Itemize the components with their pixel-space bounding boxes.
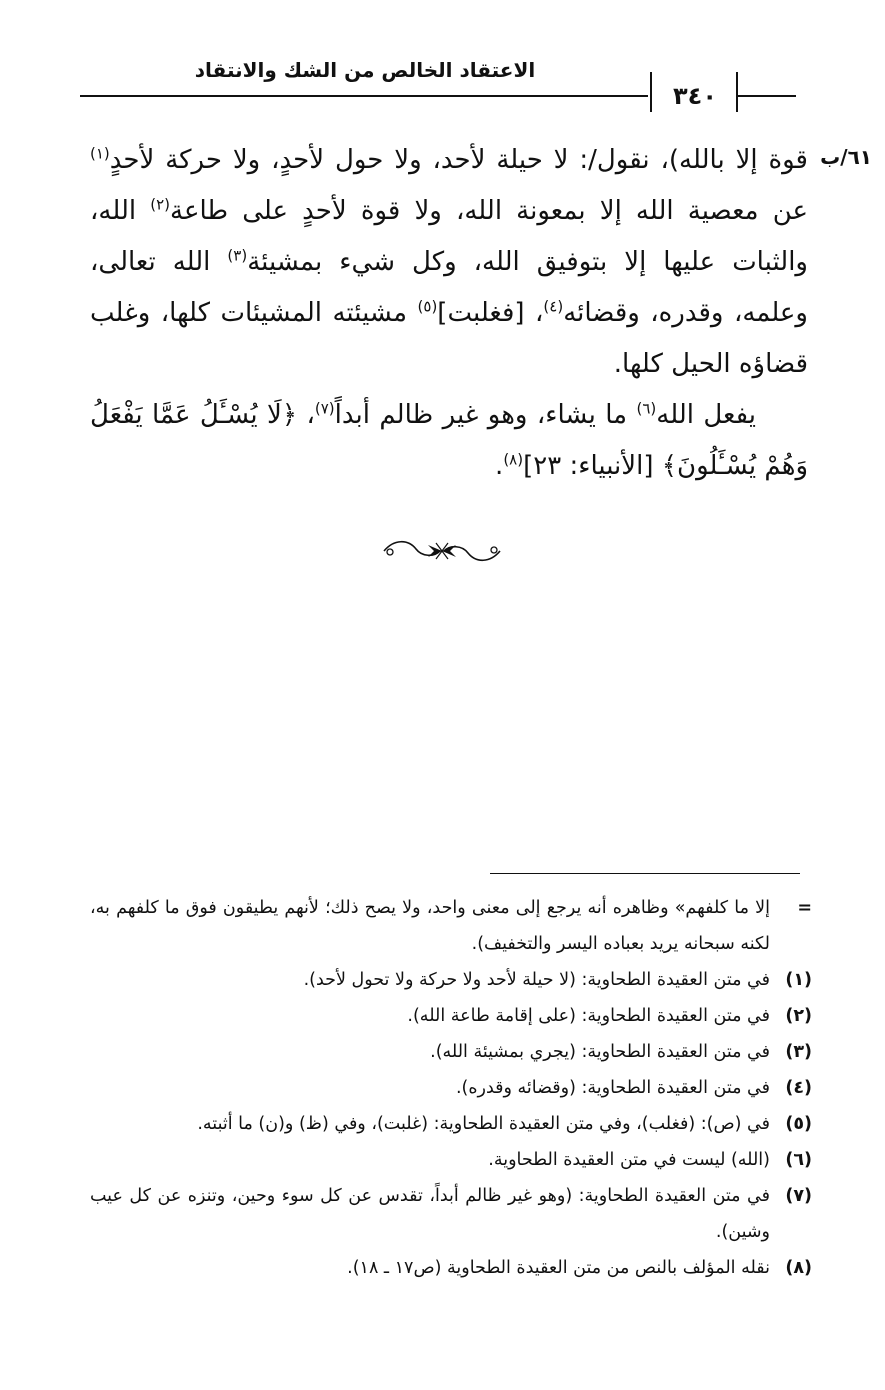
- footnote-text: (الله) ليست في متن العقيدة الطحاوية.: [488, 1150, 770, 1170]
- text-line: ، [فغلبت]: [437, 298, 544, 328]
- footnote-item: [90, 1250, 812, 1286]
- quran-verse: ، ﴿لَا يُسْـَٔلُ عَمَّا يَفْعَلُ: [90, 400, 315, 430]
- footnote-text: نقله المؤلف بالنص من متن العقيدة الطحاوية (ص١٧ ـ ١٨).: [347, 1258, 770, 1278]
- text-line: قوة إلا بالله)، نقول/: لا حيلة لأحد، ولا حول لأحدٍ، ولا حركة: [165, 145, 808, 175]
- text-line: عن معصية الله إلا بمعونة الله، ولا قوة لأحدٍ على طاعة: [170, 196, 808, 226]
- footnote-ref[interactable]: (٥): [417, 297, 438, 316]
- page-number-bar-left: [650, 72, 652, 112]
- footnote-text: في متن العقيدة الطحاوية: (يجري بمشيئة الله).: [430, 1042, 770, 1062]
- text-line: وعلمه، وقدره، وقضائه: [563, 298, 808, 328]
- text-line: الله، والثبات عليها إلا بتوفيق الله، وكل شيء بمشيئة: [90, 196, 808, 277]
- footnote-item: [90, 962, 812, 998]
- footnote-item: [90, 1178, 812, 1250]
- footnote-ref[interactable]: (٨): [503, 450, 524, 469]
- footnote-ref[interactable]: (٢): [150, 195, 171, 214]
- footnote-item: [90, 1034, 812, 1070]
- footnote-text: إلا ما كلفهم» وظاهره أنه يرجع إلى معنى واحد، ولا يصح ذلك؛ لأنهم يطيقون فوق ما كلفهم به، لكنه سبحانه يريد بعباده اليسر والتخفيف).: [90, 898, 770, 954]
- footnote-item: [90, 890, 812, 962]
- text-line: .: [495, 451, 504, 481]
- text-line: يفعل الله: [656, 400, 756, 430]
- footnote-item: [90, 998, 812, 1034]
- text-line: الله تعالى،: [90, 247, 228, 277]
- footnote-ref[interactable]: (٤): [543, 297, 564, 316]
- folio-marker: ٦١/ب: [820, 145, 872, 169]
- page-number-bar-right: [736, 72, 738, 112]
- footnote-item: [90, 1070, 812, 1106]
- paragraph: [90, 390, 808, 492]
- footnote-number: (٧): [785, 1186, 812, 1206]
- footnote-ref[interactable]: (٣): [227, 246, 248, 265]
- floral-divider-icon: [380, 535, 504, 567]
- footnote-number: (٤): [785, 1078, 812, 1098]
- footnote-number: (٢): [785, 1006, 812, 1026]
- text-line: قضاؤه الحيل كلها.: [613, 349, 808, 379]
- footnote-number: (٣): [785, 1042, 812, 1062]
- footnote-text: في (ص): (فغلب)، وفي متن العقيدة الطحاوية: (غلبت)، وفي (ظ) و(ن) ما أثبته.: [197, 1114, 770, 1134]
- page-number: ٣٤٠: [673, 82, 717, 110]
- header-rule: [80, 95, 648, 97]
- quran-verse: وَهُمْ يُسْـَٔلُونَ﴾ [الأنبياء: ٢٣]: [523, 451, 808, 481]
- footnote-separator: [490, 873, 800, 874]
- footnote-item: [90, 1142, 812, 1178]
- footnote-ref[interactable]: (١): [90, 144, 110, 163]
- footnote-continuation-mark: =: [797, 898, 812, 918]
- text-line: ما يشاء، وهو غير ظالم أبداً: [334, 400, 637, 430]
- footnote-text: في متن العقيدة الطحاوية: (على إقامة طاعة الله).: [407, 1006, 770, 1026]
- running-header-title: الاعتقاد الخالص من الشك والانتقاد: [194, 58, 536, 82]
- footnotes: [90, 890, 812, 1286]
- header-rule-short: [738, 95, 796, 97]
- paragraph: [90, 135, 808, 390]
- footnote-text: في متن العقيدة الطحاوية: (وهو غير ظالم أبداً، تقدس عن كل سوء وحين، وتنزه عن كل عيب وشين).: [90, 1186, 770, 1242]
- footnote-ref[interactable]: (٦): [636, 399, 657, 418]
- text-line: لأحدٍ: [109, 145, 155, 175]
- text-line: مشيئته المشيئات كلها، وغلب: [90, 298, 418, 328]
- footnote-text: في متن العقيدة الطحاوية: (وقضائه وقدره).: [455, 1078, 770, 1098]
- main-text: [90, 135, 808, 492]
- footnote-number: (٥): [785, 1114, 812, 1134]
- footnote-number: (٦): [785, 1150, 812, 1170]
- footnote-text: في متن العقيدة الطحاوية: (لا حيلة لأحد ولا حركة ولا تحول لأحد).: [303, 970, 770, 990]
- footnote-item: [90, 1106, 812, 1142]
- footnote-number: (١): [785, 970, 812, 990]
- footnote-number: (٨): [785, 1258, 812, 1278]
- footnote-ref[interactable]: (٧): [314, 399, 335, 418]
